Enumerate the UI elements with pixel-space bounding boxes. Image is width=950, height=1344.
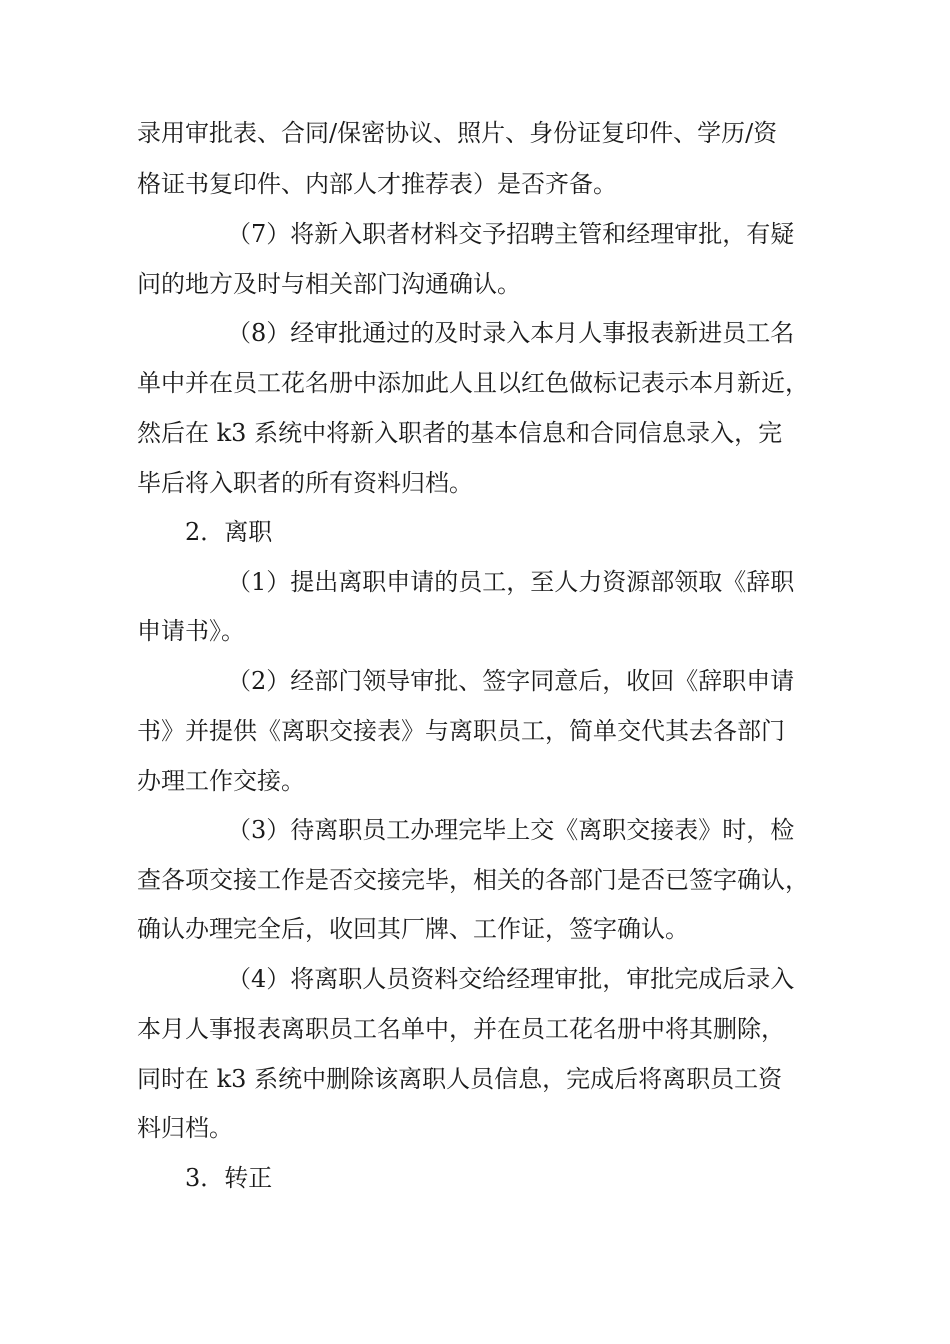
paragraph-1-start: （1）提出离职申请的员工，至人力资源部领取《辞职 [227,568,795,596]
paragraph-3-start: （3）待离职员工办理完毕上交《离职交接表》时，检 [227,816,795,844]
text-line: 毕后将入职者的所有资料归档。 [137,469,473,497]
text-line: 本月人事报表离职员工名单中，并在员工花名册中将其删除， [137,1015,785,1043]
section-heading-resignation: 2．离职 [185,518,273,546]
text-line: 单中并在员工花名册中添加此人且以红色做标记表示本月新近， [137,369,809,397]
text-line: 格证书复印件、内部人才推荐表）是否齐备。 [137,170,617,198]
paragraph-7-start: （7）将新入职者材料交予招聘主管和经理审批，有疑 [227,220,795,248]
text-line: 申请书》。 [137,617,245,645]
text-line: 然后在 k3 系统中将新入职者的基本信息和合同信息录入，完 [137,419,783,447]
text-line: 问的地方及时与相关部门沟通确认。 [137,270,521,298]
text-line: 确认办理完全后，收回其厂牌、工作证，签字确认。 [137,915,689,943]
section-heading-regularization: 3．转正 [185,1164,273,1192]
text-line: 料归档。 [137,1114,233,1142]
text-line: 同时在 k3 系统中删除该离职人员信息，完成后将离职员工资 [137,1065,783,1093]
text-line: 查各项交接工作是否交接完毕，相关的各部门是否已签字确认， [137,866,809,894]
paragraph-8-start: （8）经审批通过的及时录入本月人事报表新进员工名 [227,319,795,347]
paragraph-4-start: （4）将离职人员资料交给经理审批，审批完成后录入 [227,965,795,993]
paragraph-2-start: （2）经部门领导审批、签字同意后，收回《辞职申请 [227,667,795,695]
text-line: 办理工作交接。 [137,767,305,795]
text-line: 书》并提供《离职交接表》与离职员工，简单交代其去各部门 [137,717,785,745]
text-line: 录用审批表、合同/保密协议、照片、身份证复印件、学历/资 [137,119,778,147]
